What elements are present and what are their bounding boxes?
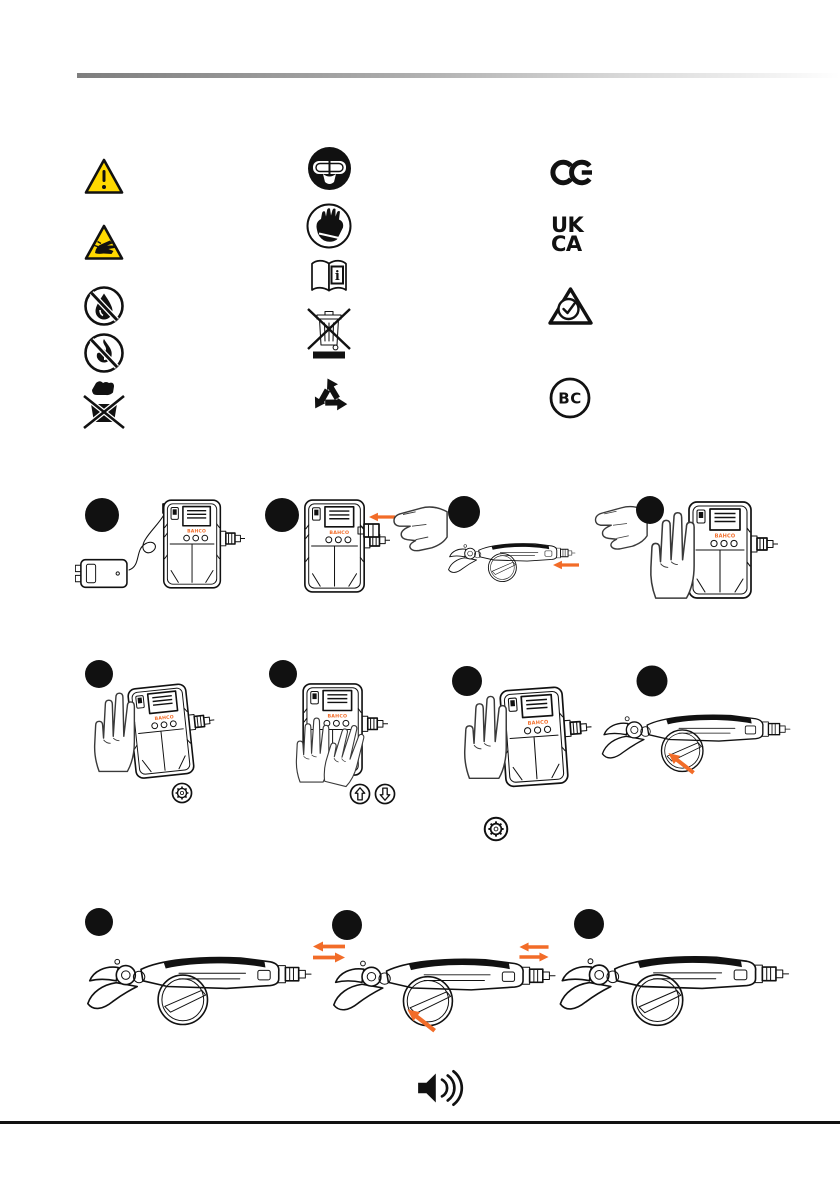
ukca-mark bbox=[551, 213, 601, 256]
manual-info-letter: i bbox=[334, 269, 340, 284]
push-in-arrow bbox=[369, 513, 395, 521]
weee-separate-collection-icon bbox=[304, 303, 354, 359]
cable-connector bbox=[364, 524, 379, 537]
step-marker bbox=[85, 660, 113, 688]
step-10-figure bbox=[328, 905, 560, 1039]
step-marker bbox=[574, 909, 604, 939]
step-marker bbox=[85, 498, 119, 532]
ukca-top: UK bbox=[551, 213, 584, 237]
general-warning-icon bbox=[84, 158, 124, 196]
arrow-up-circle-icon bbox=[350, 784, 369, 803]
wear-protective-gloves-icon bbox=[306, 203, 352, 249]
step-marker bbox=[636, 496, 664, 524]
pruning-shears bbox=[602, 715, 790, 771]
step-8-figure bbox=[595, 658, 795, 784]
wear-eye-protection-icon bbox=[307, 146, 352, 191]
push-in-arrow bbox=[553, 561, 579, 569]
step-marker bbox=[452, 666, 482, 696]
ce-mark bbox=[548, 157, 596, 188]
do-not-crush-icon bbox=[81, 379, 127, 429]
step-3-figure bbox=[440, 488, 648, 590]
battery-unit bbox=[500, 685, 595, 787]
pruning-shears bbox=[88, 958, 311, 1025]
battery-unit bbox=[127, 681, 219, 779]
step-marker bbox=[265, 498, 299, 532]
step-marker bbox=[637, 666, 668, 697]
step-1-figure bbox=[75, 490, 250, 602]
step-7-figure bbox=[440, 660, 598, 795]
bc-mark bbox=[548, 376, 592, 420]
charger-adapter bbox=[75, 560, 127, 588]
charger-cable bbox=[129, 513, 165, 570]
slide-arrows bbox=[518, 942, 550, 962]
pruning-shears bbox=[560, 957, 788, 1025]
step-11-figure bbox=[553, 903, 793, 1039]
hand bbox=[465, 696, 507, 778]
step-5-figure bbox=[85, 655, 207, 807]
arrow-down-circle-icon bbox=[375, 784, 394, 803]
step-marker bbox=[85, 908, 113, 936]
header-divider bbox=[77, 73, 840, 78]
rcm-mark bbox=[547, 285, 594, 327]
read-instruction-manual-icon bbox=[308, 257, 350, 295]
step-marker bbox=[269, 660, 297, 688]
ukca-bottom: CA bbox=[551, 232, 582, 256]
hand-injury-warning-icon bbox=[84, 224, 124, 262]
settings-dial-icon bbox=[172, 783, 191, 802]
step-2-figure bbox=[258, 490, 450, 602]
step-6-figure bbox=[262, 655, 404, 807]
step-9-figure bbox=[82, 903, 317, 1037]
step-4-figure bbox=[628, 490, 793, 604]
battery-unit bbox=[689, 502, 778, 598]
footer-divider bbox=[0, 1121, 840, 1124]
bc-mark-label: BC bbox=[558, 389, 582, 408]
hand bbox=[651, 513, 694, 598]
recyclable-icon bbox=[308, 372, 352, 418]
battery-unit bbox=[164, 500, 245, 588]
no-open-flame-icon bbox=[83, 332, 125, 374]
step-marker bbox=[332, 910, 362, 940]
pruning-shears bbox=[449, 544, 576, 582]
no-water-icon bbox=[83, 285, 125, 327]
hand bbox=[95, 693, 135, 771]
pruning-shears bbox=[334, 959, 555, 1025]
speaker-sound-icon bbox=[415, 1068, 467, 1108]
step-marker bbox=[448, 496, 480, 528]
settings-dial-icon bbox=[483, 816, 509, 842]
